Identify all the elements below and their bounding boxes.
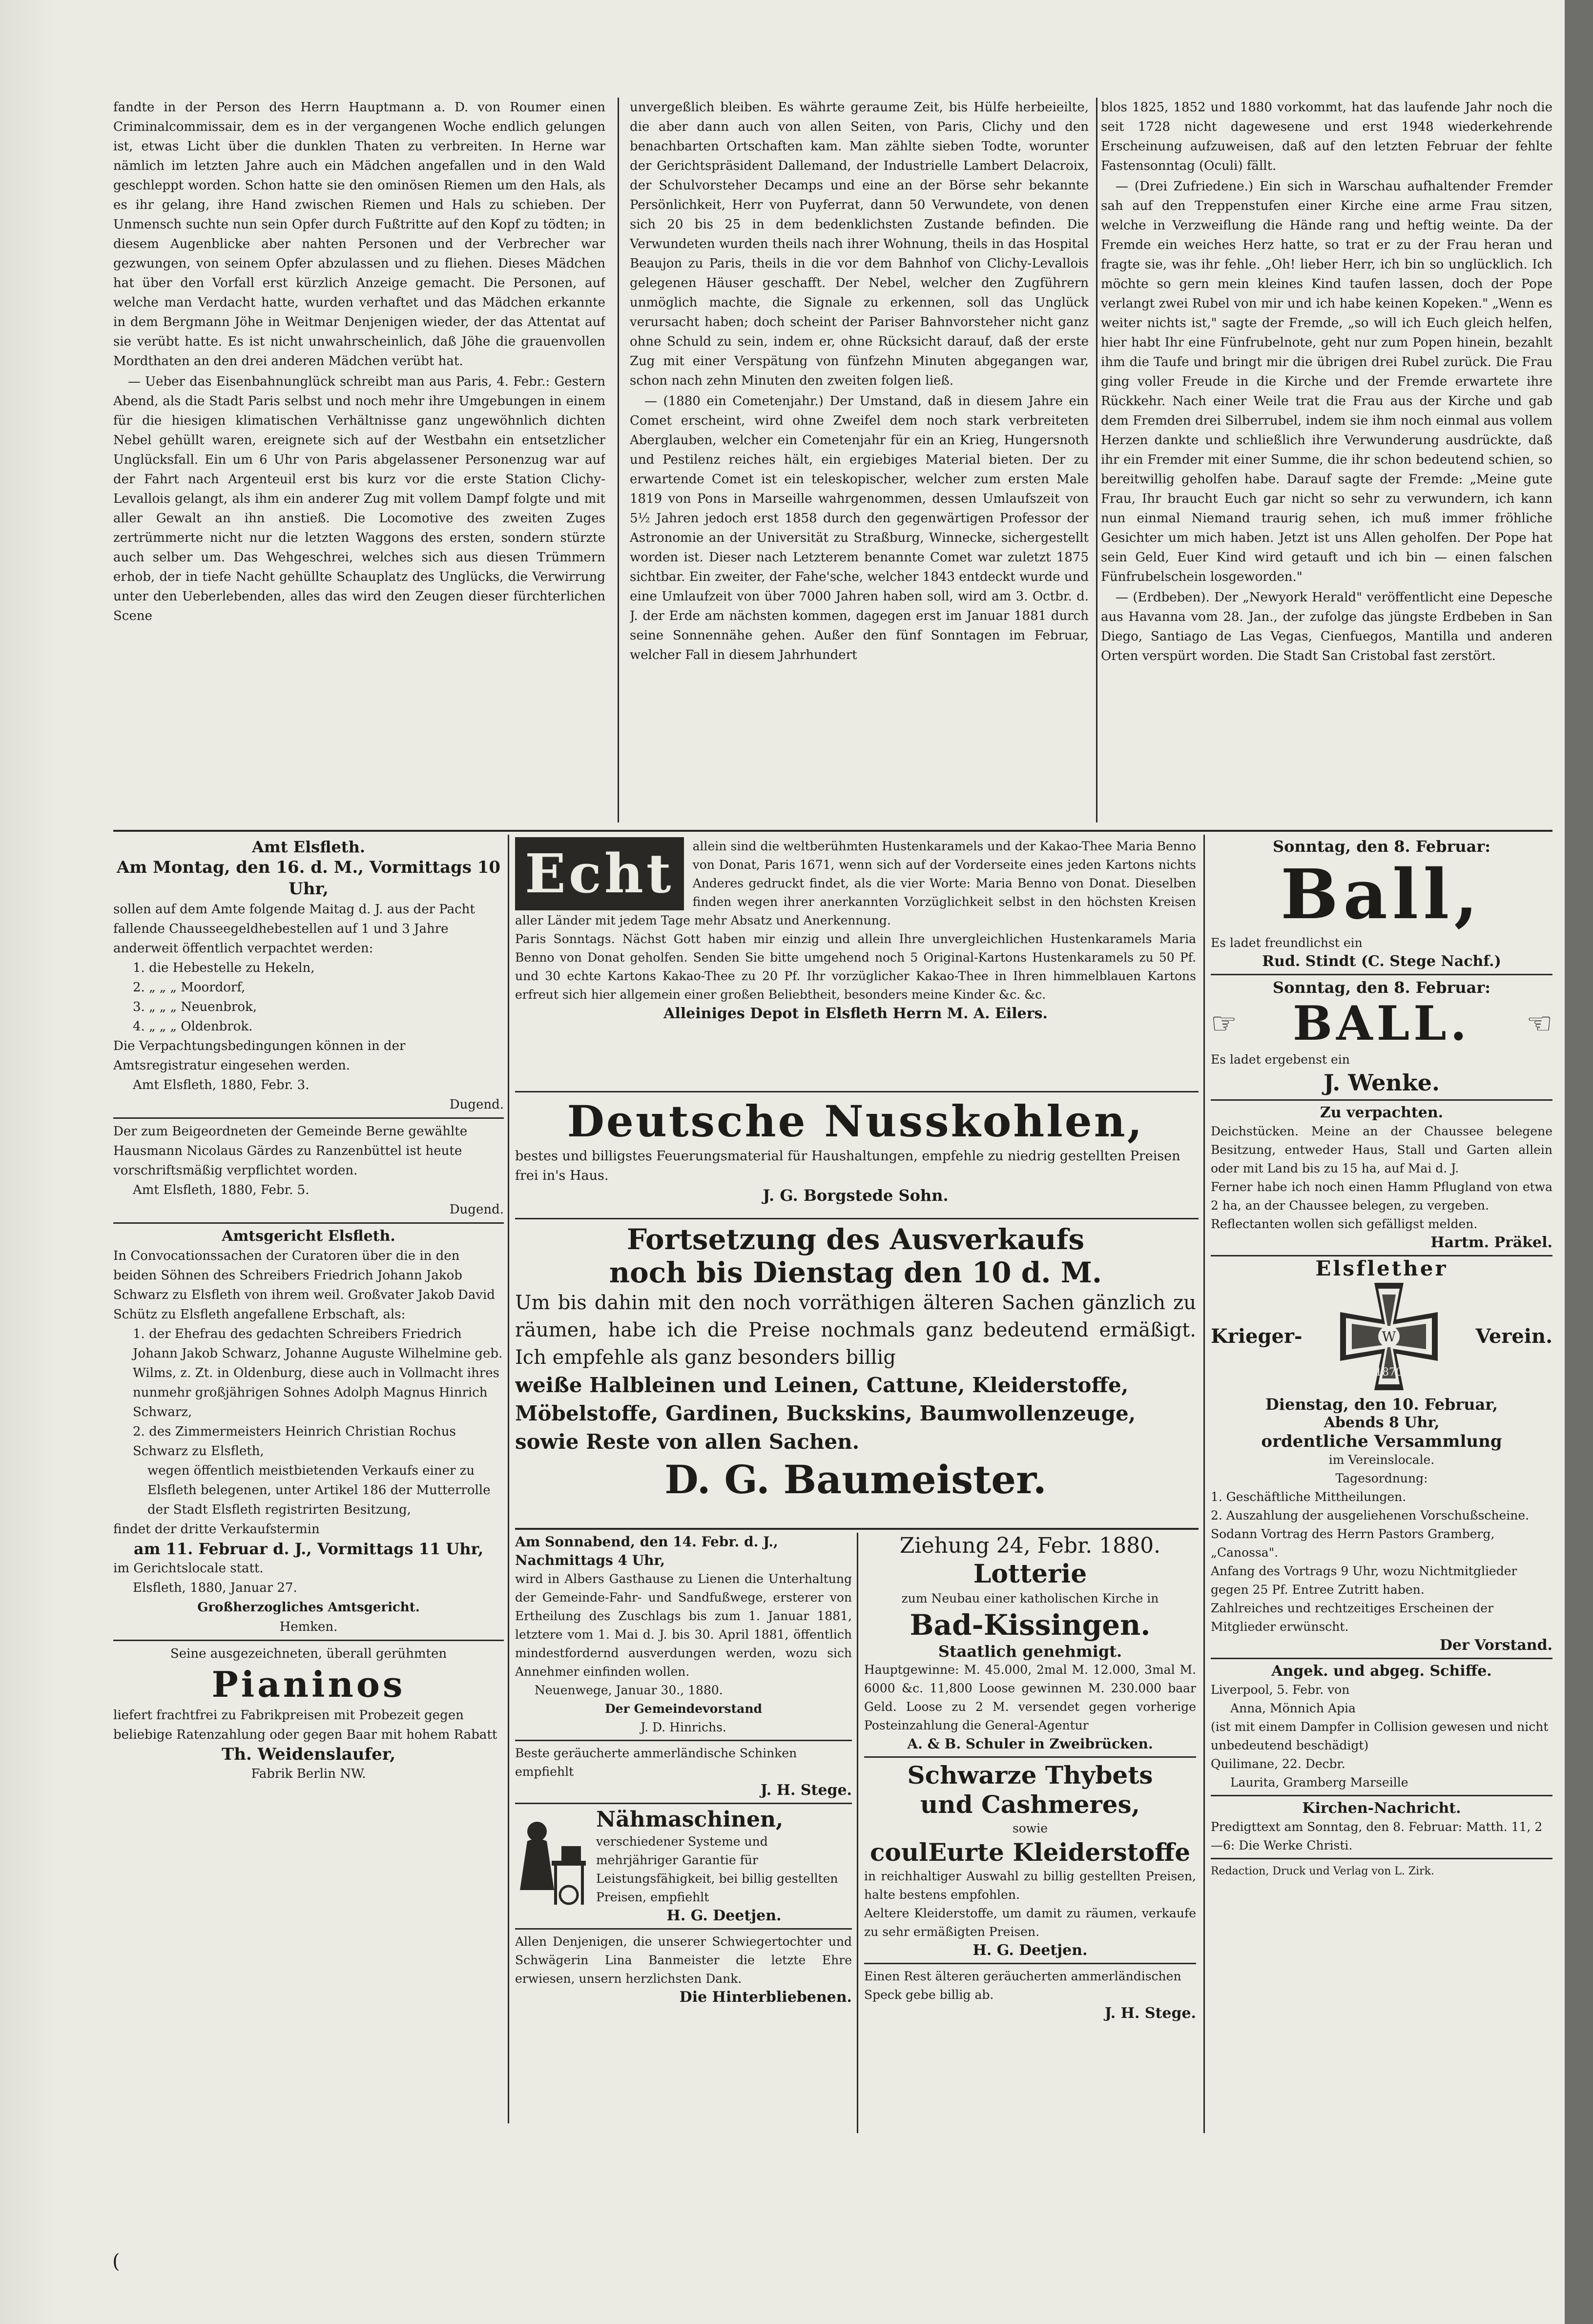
ad-title: Deutsche Nusskohlen, bbox=[567, 1096, 1144, 1147]
section-rule bbox=[113, 830, 1552, 832]
ad-body: Es ladet freundlichst ein bbox=[1211, 936, 1363, 950]
ad-date: Amt Elsfleth, 1880, Febr. 5. bbox=[133, 1183, 310, 1197]
article-text: unvergeßlich bleiben. Es währte geraume Zeit, bis Hülfe herbeieilte, die aber dann auch von allen Seiten, von Paris, Clichy und den benachbarten Ortschaften kam. Man zählte sieben Todte, worunter der Gerichtspräsident Dallemand, der Industrielle Lambert Delacroix, der Schulvorsteher Decamps und eine an der Börse sehr bekannte Persönlichkeit, Herr von Puyferrat, dann 50 Verwundete, von denen sich 20 bis 25 in dem bedenklichsten Zustande befinden. Die Verwundeten wurden theils nach ihrer Wohnung, theils in das Hospital Beaujon zu Paris, theils in die vor dem Bahnhof von Clichy-Levallois gelegenen Häuser geschafft. Der Nebel, welcher den Zugführern unmöglich machte, die Signale zu erkennen, soll das Unglück verursacht haben; doch scheint der Pariser Bahnvorsteher nicht ganz ohne Schuld zu sein, indem er, ohne Rücksicht darauf, daß der erste Zug mit einer Verspätung von fünfzehn Minuten abgegangen war, schon nach zehn Minuten den zweiten folgen ließ. bbox=[630, 100, 1089, 388]
ad-divider bbox=[1211, 1658, 1552, 1659]
ad-body: Allen Denjenigen, die unserer Schwiegertochter und Schwägerin Lina Banmeister die letzte Ehre erwiesen, unsern herzlichsten Dank. bbox=[515, 1934, 852, 1986]
ad-approved: Staatlich genehmigt. bbox=[938, 1642, 1122, 1661]
ad-sowie: sowie bbox=[1012, 1821, 1048, 1835]
article-text: — (Drei Zufriedene.) Ein sich in Warschau aufhaltender Fremder sah auf den Treppenstufen einer Kirche eine arme Frau sitzen, welche in Verzweiflung die Hände rang und heftig weinte. Da der Fremde ein weiches Herz hatte, so trat er zu der Frau heran und fragte sie, was ihr fehle. „Oh! lieber Herr, ich bin so unglücklich. Ich möchte so gern mein kleines Kind taufen lassen, doch der Pope verlangt zwei Rubel von mir und ich habe keinen Kopeken." „Wenn es weiter nichts ist," sagte der Fremde, „so will ich Euch gleich helfen, hier habt Ihr eine Fünfrubelnote, geht nur zum Popen hinein, bezahlt ihm die Taufe und bringt mir die übrigen drei Rubel zurück. Die Frau ging voller Freude in die Kirche und der Fremde erwartete ihre Rückkehr. Nach einer Weile trat die Frau aus der Kirche und gab dem Fremden drei Silberrubel, indem sie ihm noch einmal aus vollem Herzen dankte und schließlich ihre Verwunderung ausdrückte, daß ihr ein Fremder mit einer Summe, die ihr schon bedeutend schien, so bereitwillig geholfen habe. Darauf sagte der Fremde: „Meine gute Frau, Ihr braucht Euch gar nicht so sehr zu verwundern, ich kann nun einmal Niemand traurig sehen, ich muß immer fröhliche Gesichter um mich haben. Jetzt ist uns Allen geholfen. Der Pope hat sein Geld, Euer Kind wird getauft und ich bin — einen falschen Fünfrubelschein losgeworden." bbox=[1101, 179, 1552, 584]
ad-title: BALL. bbox=[1292, 996, 1471, 1051]
echt-label: Echt bbox=[515, 837, 684, 910]
ad-column-divider bbox=[857, 1533, 858, 2133]
ad-depot: Alleiniges Depot in Elsfleth Herrn M. A. Eilers. bbox=[663, 1005, 1048, 1022]
ad-list-item: 4. „ „ „ Oldenbrok. bbox=[133, 1019, 253, 1034]
ad-body: Deichstücken. Meine an der Chaussee belegene Besitzung, entweder Haus, Stall und Garten allein oder mit Land bis zu 15 ha, auf Mai d. J. bbox=[1211, 1124, 1552, 1175]
ad-term: am 11. Februar d. J., Vormittags 11 Uhr, bbox=[133, 1540, 484, 1558]
ad-column-right bbox=[1211, 837, 1552, 2136]
ad-list-item: 2. „ „ „ Moordorf, bbox=[133, 980, 246, 995]
ad-signature: Dugend. bbox=[449, 1202, 504, 1217]
ad-title-left: Krieger- bbox=[1211, 1325, 1303, 1348]
ad-title: Kirchen-Nachricht. bbox=[1302, 1800, 1461, 1817]
ad-divider bbox=[515, 1740, 852, 1741]
ad-firm: Rud. Stindt (C. Stege Nachf.) bbox=[1262, 953, 1501, 970]
ad-title: coulEurte Kleiderstoffe bbox=[869, 1838, 1191, 1867]
ad-place: Fabrik Berlin NW. bbox=[251, 1767, 366, 1781]
ad-body: Die Verpachtungsbedingungen können in der Amtsregistratur eingesehen werden. bbox=[113, 1039, 406, 1073]
ad-date: Ziehung 24, Febr. 1880. bbox=[899, 1533, 1161, 1558]
ad-firm: J. Wenke. bbox=[1324, 1069, 1440, 1096]
binding-shadow bbox=[0, 0, 59, 2324]
ad-board: Der Gemeindevorstand bbox=[605, 1702, 762, 1716]
ad-date: Sonntag, den 8. Februar: bbox=[1272, 837, 1491, 856]
article-text: — Ueber das Eisenbahnunglück schreibt man aus Paris, 4. Febr.: Gestern Abend, als die Stadt Paris selbst und noch mehr ihre Umgebungen in einem für die hiesigen klimatischen Verhältnisse ganz ungewöhnlich dichten Nebel gehüllt waren, ereignete sich auf der Westbahn ein entsetzlicher Unglücksfall. Ein um 6 Uhr von Paris abgelassener Personenzug war auf der Fahrt nach Argenteuil erst bis kurz vor die erste Station Clichy-Levallois gelangt, als ihm ein anderer Zug mit vollem Dampf folgte und mit aller Gewalt an ihn anstieß. Die Locomotive des zweiten Zuges zertrümmerte nicht nur die letzten Waggons des ersten, sondern stürzte auch selber um. Das Wehgeschrei, welches sich aus diesen Trümmern erhob, der in tiefe Nacht gehüllte Schauplatz des Unglücks, die Verwirrung unter den Ueberlebenden, alles das wird den Zeugen dieser fürchterlichen Scene bbox=[113, 374, 605, 623]
ad-divider bbox=[1211, 1795, 1552, 1796]
ad-body: In Convocationssachen der Curatoren über die in den beiden Söhnen des Schreibers Friedrich Johann Jakob Schwarz zu Elsfleth von ihrem weil. Großvater Jakob David Schütz zu Elsfleth angefallene Erbschaft, als: bbox=[113, 1249, 495, 1322]
ad-title: Pianinos bbox=[211, 1664, 406, 1705]
pointing-hand-icon: ☞ bbox=[1211, 1007, 1237, 1041]
ad-court: Großherzogliches Amtsgericht. bbox=[197, 1600, 420, 1615]
ad-ausverkauf bbox=[515, 1223, 1196, 1525]
ad-body: verschiedener Systeme und mehrjähriger Garantie für Leistungsfähigkeit, bei billig gestellten Preisen, empfiehlt bbox=[596, 1834, 838, 1904]
article-text: blos 1825, 1852 und 1880 vorkommt, hat das laufende Jahr noch die seit 1728 nicht dagewesene und erst 1948 wiederkehrende Erscheinung aufzuweisen, daß auf den letzten Februar der fehlte Fastensonntag (Oculi) fällt. bbox=[1101, 100, 1552, 173]
ship-line: (ist mit einem Dampfer in Collision gewesen und nicht unbedeutend beschädigt) bbox=[1211, 1720, 1549, 1752]
ad-title-right: Verein. bbox=[1475, 1325, 1552, 1348]
ad-time: Abends 8 Uhr, bbox=[1324, 1414, 1440, 1431]
pointing-hand-icon: ☜ bbox=[1526, 1007, 1552, 1041]
ad-body: Der zum Beigeordneten der Gemeinde Berne gewählte Hausmann Nicolaus Gärdes zu Ranzenbüttel ist heute vorschriftsmäßig verpflichtet worden. bbox=[113, 1124, 468, 1178]
ad-agent: A. & B. Schuler in Zweibrücken. bbox=[907, 1736, 1153, 1752]
ad-date: Elsfleth, 1880, Januar 27. bbox=[133, 1581, 297, 1595]
ad-divider bbox=[864, 1963, 1196, 1964]
ad-column-left bbox=[113, 837, 504, 2126]
ad-date: Sonntag, den 8. Februar: bbox=[1272, 978, 1491, 997]
imprint: Redaction, Druck und Verlag von L. Zirk. bbox=[1211, 1865, 1434, 1877]
ad-firm: H. G. Deetjen. bbox=[972, 1942, 1088, 1959]
ad-list-item: 3. „ „ „ Neuenbrok, bbox=[133, 1000, 257, 1014]
ad-body: liefert frachtfrei zu Fabrikpreisen mit Probezeit gegen beliebige Ratenzahlung oder gegen Baar mit hohem Rabatt bbox=[113, 1708, 497, 1742]
column-divider bbox=[1096, 98, 1097, 823]
ad-body: im Gerichtslocale statt. bbox=[113, 1561, 264, 1576]
ad-subtitle: noch bis Dienstag den 10 d. M. bbox=[609, 1256, 1102, 1289]
ad-agenda-item: 2. Auszahlung der ausgeliehenen Vorschußscheine. bbox=[1211, 1508, 1530, 1522]
ad-signature: Der Vorstand. bbox=[1439, 1637, 1552, 1654]
ad-body: Predigttext am Sonntag, den 8. Februar: Matth. 11, 2—6: Die Werke Christi. bbox=[1211, 1820, 1543, 1852]
ad-body: Um bis dahin mit den noch vorräthigen älteren Sachen gänzlich zu räumen, habe ich die Preise nochmals ganz bedeutend ermäßigt. Ich empfehle als ganz besonders billig bbox=[515, 1292, 1196, 1369]
ad-place: im Vereinslocale. bbox=[1328, 1453, 1435, 1467]
ad-divider bbox=[113, 1640, 504, 1641]
ad-body: bestes und billigstes Feuerungsmaterial für Haushaltungen, empfehle zu niedrig gestellten Preisen frei in's Haus. bbox=[515, 1149, 1180, 1183]
article-column-3 bbox=[1101, 98, 1552, 823]
ad-divider bbox=[515, 1928, 852, 1930]
ad-naehmaschinen bbox=[515, 1807, 852, 1925]
ad-date: Neuenwege, Januar 30., 1880. bbox=[535, 1683, 723, 1697]
cross-year: 1870 bbox=[1375, 1366, 1403, 1378]
ad-sub-column-left bbox=[515, 1533, 852, 2133]
iron-cross-icon bbox=[1335, 1278, 1443, 1395]
ad-date: Amt Elsfleth, 1880, Febr. 3. bbox=[133, 1078, 310, 1092]
ad-title: Schwarze Thybets bbox=[907, 1761, 1153, 1789]
ad-lead: Am Sonnabend, den 14. Febr. d. J., Nachmittags 4 Uhr, bbox=[515, 1534, 778, 1568]
ad-firm: J. H. Stege. bbox=[1104, 2005, 1196, 2022]
ship-line: Anna, Mönnich Apia bbox=[1230, 1701, 1356, 1715]
ad-divider bbox=[515, 1091, 1199, 1092]
ad-firm: J. H. Stege. bbox=[760, 1782, 852, 1799]
article-text: fandte in der Person des Herrn Hauptmann a. D. von Roumer einen Criminalcommissair, dem es in der vergangenen Woche endlich gelungen ist, etwas Licht über die dunklen Thaten zu verbreiten. In Herne war nämlich im letzten Jahre auch ein Mädchen angefallen und in den Wald geschleppt worden. Schon hatte sie den ominösen Riemen um den Hals, als es ihr gelang, ihre Hand zwischen Riemen und Hals zu schieben. Der Unmensch suchte nun sein Opfer durch Fußtritte auf den Kopf zu tödten; in diesem Augenblicke aber nahten Personen und der Verbrecher war gezwungen, von seinem Opfer abzulassen und zu fliehen. Dieses Mädchen hat über den Vorfall erst kürzlich Anzeige gemacht. Die Personen, auf welche man Verdacht hatte, wurden verhaftet und das Mädchen erkannte in dem Bergmann Jöhe in Weitmar Denjenigen wieder, der das Attentat auf sie verübt hatte. Es ist nicht unwahrscheinlich, daß Jöhe die grauenvollen Mordthaten an den drei anderen Mädchen verübt hat. bbox=[113, 100, 605, 369]
ad-body: allein sind die weltberühmten Hustenkaramels und der Kakao-Thee Maria Benno von Donat, Paris 1671, wenn sich auf der Vorderseite eines jeden Kartons nichts Anderes gedruckt findet, als die vier Worte: Maria Benno von Donat. Dieselben finden wegen ihrer anerkannten Vorzüglichkeit selbst in den höchsten Kreisen aller Länder mit jedem Tage mehr Absatz und Anerkennung. bbox=[515, 839, 1196, 927]
article-text: — (Erdbeben). Der „Newyork Herald" veröffentlicht eine Depesche aus Havanna vom 28. Jan., der zufolge das jüngste Erdbeben in San Diego, Santiago de Las Vegas, Cienfuegos, Mantilla und anderen Orten verspürt worden. Die Stadt San Cristobal fast zerstört. bbox=[1101, 590, 1552, 663]
ad-divider bbox=[113, 1117, 504, 1119]
ad-title: Fortsetzung des Ausverkaufs bbox=[626, 1223, 1085, 1256]
ad-column-divider bbox=[508, 835, 509, 2123]
ad-signature: J. D. Hinrichs. bbox=[641, 1720, 726, 1734]
ad-body: in reichhaltiger Auswahl zu billig gestellten Preisen, halte bestens empfohlen. bbox=[864, 1869, 1196, 1902]
ad-list-item: 1. die Hebestelle zu Hekeln, bbox=[133, 961, 315, 975]
ad-title: Zu verpachten. bbox=[1320, 1104, 1444, 1121]
article-column-2 bbox=[630, 98, 1089, 823]
ad-signature: Hartm. Präkel. bbox=[1430, 1234, 1552, 1251]
ad-divider bbox=[1211, 1099, 1552, 1101]
ad-firm: D. G. Baumeister. bbox=[664, 1457, 1047, 1502]
ad-sub: zum Neubau einer katholischen Kirche in bbox=[901, 1591, 1159, 1605]
ad-title: und Cashmeres, bbox=[920, 1790, 1140, 1819]
ad-divider bbox=[515, 1528, 1199, 1530]
ad-intro: Seine ausgezeichneten, überall gerühmten bbox=[170, 1646, 447, 1661]
ad-body: Anfang des Vortrags 9 Uhr, wozu Nichtmitglieder gegen 25 Pf. Entree Zutritt haben. bbox=[1211, 1564, 1517, 1597]
article-text: — (1880 ein Cometenjahr.) Der Umstand, daß in diesem Jahre ein Comet erscheint, wird ohne Zweifel dem noch stark verbreiteten Aberglauben, welcher ein Cometenjahr für ein an Krieg, Hungersnoth und Pestilenz reiches hält, ein ergiebiges Material bieten. Der zu erwartende Comet ist ein teleskopischer, welcher zum ersten Male 1819 von Pons in Marseille wahrgenommen, dessen Umlaufszeit von 5½ Jahren jedoch erst 1858 durch den gegenwärtigen Professor der Astronomie an der Universität zu Straßburg, Winnecke, sichergestellt worden ist. Dieser nach Letzterem benannte Comet war zuletzt 1875 sichtbar. Ein zweiter, der Fahe'sche, welcher 1843 entdeckt wurde und eine Umlaufzeit von über 7000 Jahren haben soll, wird am 3. Octbr. d. J. der Erde am nächsten kommen, dagegen erst im Januar 1881 durch seine Sonnennähe gehen. Außer den fünf Sonntagen im Februar, welcher Fall in diesem Jahrhundert bbox=[630, 394, 1089, 662]
ship-line: Liverpool, 5. Febr. von bbox=[1211, 1683, 1350, 1697]
ad-signature: Die Hinterbliebenen. bbox=[679, 1989, 852, 2006]
ad-lead: Am Montag, den 16. d. M., Vormittags 10 Uhr, bbox=[116, 858, 501, 899]
ad-title: Lotterie bbox=[973, 1559, 1087, 1589]
ad-title: Ball, bbox=[1280, 855, 1483, 935]
ad-title: Amt Elsfleth. bbox=[252, 838, 365, 856]
ad-goods: weiße Halbleinen und Leinen, Cattune, Kleiderstoffe, Möbelstoffe, Gardinen, Buckskins, Baumwollenzeuge, sowie Reste von allen Sachen. bbox=[515, 1373, 1136, 1454]
ad-body: Ferner habe ich noch einen Hamm Pflugland von etwa 2 ha, an der Chaussee belegen, zu vergeben. bbox=[1211, 1180, 1552, 1213]
ship-line: Laurita, Gramberg Marseille bbox=[1230, 1775, 1408, 1789]
ad-body: Einen Rest älteren geräucherten ammerländischen Speck gebe billig ab. bbox=[864, 1969, 1181, 2002]
ad-body: Reflectanten wollen sich gefälligst melden. bbox=[1211, 1217, 1478, 1231]
ad-divider bbox=[864, 1756, 1196, 1758]
ad-body: wird in Albers Gasthause zu Lienen die Unterhaltung der Gemeinde-Fahr- und Sandfußwege, ersterer von Ertheilung des Zuschlags bis zum 1. Januar 1881, letztere vom 1. Mai d. J. bis 30. April 1881, öffentlich mindestfordernd ausverdungen werden, wozu sich Annehmer einfinden wollen. bbox=[515, 1572, 852, 1679]
ad-title: Elsflether bbox=[1315, 1256, 1448, 1280]
ad-event: ordentliche Versammlung bbox=[1261, 1432, 1502, 1451]
ball-banner bbox=[1211, 997, 1552, 1050]
ad-list-item: 2. des Zimmermeisters Heinrich Christian Rochus Schwarz zu Elsfleth, bbox=[133, 1424, 456, 1459]
ad-body: Beste geräucherte ammerländische Schinken empfiehlt bbox=[515, 1746, 797, 1779]
article-column-1 bbox=[113, 98, 605, 823]
ad-divider bbox=[113, 1222, 504, 1224]
ad-title: Angek. und abgeg. Schiffe. bbox=[1271, 1663, 1492, 1680]
ad-divider bbox=[1211, 974, 1552, 975]
ad-sub-column-right bbox=[864, 1533, 1196, 2133]
ad-agenda-title: Tagesordnung: bbox=[1335, 1471, 1428, 1485]
ad-nusskohlen bbox=[515, 1096, 1196, 1215]
ad-body: Hauptgewinne: M. 45.000, 2mal M. 12.000, 3mal M. 6000 &c. 11,800 Loose gewinnen M. 230.000 baar Geld. Loose zu 2 M. versendet gegen vorherige Posteinzahlung die General-Agentur bbox=[864, 1663, 1196, 1732]
ad-title: Nähmaschinen, bbox=[596, 1807, 784, 1832]
ad-title: Amtsgericht Elsfleth. bbox=[222, 1228, 395, 1245]
ad-place: Bad-Kissingen. bbox=[910, 1608, 1151, 1642]
ad-firm: J. G. Borgstede Sohn. bbox=[763, 1186, 949, 1205]
cross-letter: W bbox=[1382, 1329, 1396, 1345]
ad-firm: Th. Weidenslaufer, bbox=[221, 1745, 396, 1764]
ad-list-item: 1. der Ehefrau des gedachten Schreibers Friedrich Johann Jakob Schwarz, Johanne Auguste Wilhelmine geb. Wilms, z. Zt. in Oldenburg, diese auch in Vollmacht ihres nunmehr großjährigen Sohnes Adolph Magnus Hinrich Schwarz, bbox=[133, 1327, 503, 1419]
verein-banner bbox=[1211, 1278, 1552, 1395]
ad-body: Aeltere Kleiderstoffe, um damit zu räumen, verkaufe zu sehr ermäßigten Preisen. bbox=[864, 1906, 1196, 1939]
ad-body: Zahlreiches und rechtzeitiges Erscheinen der Mitglieder erwünscht. bbox=[1211, 1601, 1494, 1634]
ad-divider bbox=[515, 1218, 1199, 1219]
ad-firm: H. G. Deetjen. bbox=[666, 1907, 782, 1924]
ad-divider bbox=[515, 1803, 852, 1804]
sewing-woman-icon bbox=[515, 1807, 588, 1910]
ad-body: Sodann Vortrag des Herrn Pastors Gramberg, „Canossa". bbox=[1211, 1527, 1495, 1560]
ad-agenda-item: 1. Geschäftliche Mittheilungen. bbox=[1211, 1490, 1407, 1504]
ad-date: Dienstag, den 10. Februar, bbox=[1265, 1395, 1498, 1414]
background-edge bbox=[1565, 0, 1593, 2324]
ad-echt bbox=[515, 837, 1196, 1101]
ad-divider bbox=[1211, 1858, 1552, 1859]
ad-body: wegen öffentlich meistbietenden Verkaufs einer zu Elsfleth belegenen, unter Artikel 186 der Mutterrolle der Stadt Elsfleth registrirten Besitzung, bbox=[147, 1463, 491, 1517]
ad-body: Paris Sonntags. Nächst Gott haben mir einzig und allein Ihre unvergleichlichen Hustenkaramels Maria Benno von Donat geholfen. Senden Sie bitte umgehend noch 5 Original-Kartons Hustenkaramels zu 50 Pf. und 30 echte Kartons Kakao-Thee zu 20 Pf. Ihr vorzüglicher Kakao-Thee in Ihren himmelblauen Kartons erfreut sich hier allgemein einer großen Beliebtheit, besonders meine Kinder &c. &c. bbox=[515, 932, 1196, 1002]
page-mark: ( bbox=[112, 2250, 120, 2273]
ad-column-divider bbox=[1203, 835, 1205, 2133]
ad-body: Es ladet ergebenst ein bbox=[1211, 1052, 1350, 1067]
column-divider bbox=[618, 98, 619, 823]
ad-signature: Hemken. bbox=[279, 1620, 338, 1634]
ad-signature: Dugend. bbox=[449, 1097, 504, 1112]
ad-body: findet der dritte Verkaufstermin bbox=[113, 1522, 320, 1537]
ad-body: sollen auf dem Amte folgende Maitag d. J. aus der Pacht fallende Chausseegeldhebestellen auf 1 und 3 Jahre anderweit öffentlich verpachtet werden: bbox=[113, 902, 475, 956]
ship-line: Quilimane, 22. Decbr. bbox=[1211, 1757, 1345, 1771]
